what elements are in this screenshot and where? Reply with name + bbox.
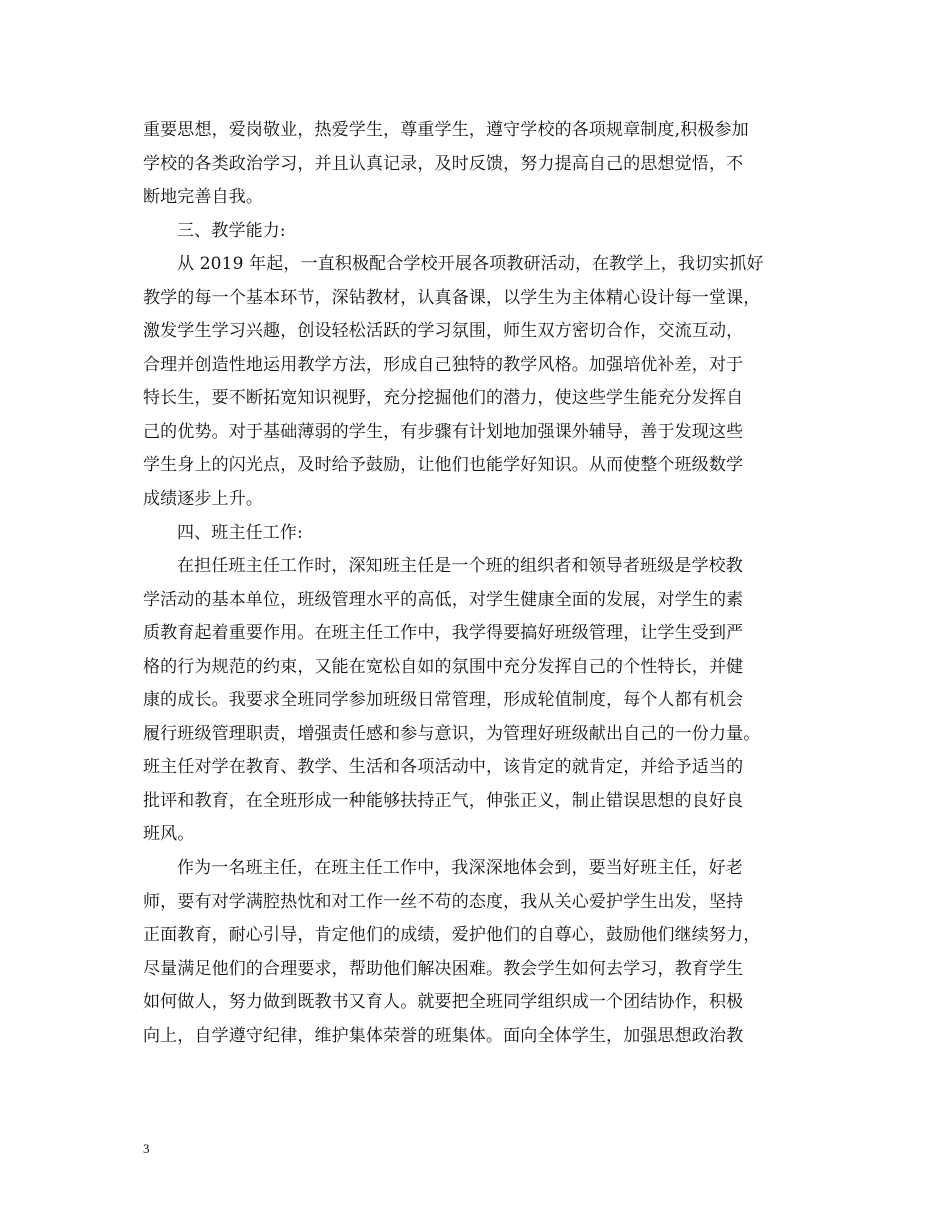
text-line: 学校的各类政治学习，并且认真记录，及时反馈，努力提高自己的思想觉悟，不	[143, 153, 744, 174]
text-line: 批评和教育，在全班形成一种能够扶持正气，伸张正义，制止错误思想的良好良	[143, 790, 744, 811]
text-line: 合理并创造性地运用教学方法，形成自己独特的教学风格。加强培优补差，对于	[143, 354, 744, 375]
text-line: 班主任对学在教育、教学、生活和各项活动中，该肯定的就肯定，并给予适当的	[143, 757, 744, 778]
page-number: 3	[143, 1141, 150, 1156]
text-line: 格的行为规范的约束，又能在宽松自如的氛围中充分发挥自己的个性特长，并健	[143, 656, 744, 677]
document-body	[143, 114, 823, 1053]
text-line: 四、班主任工作:	[177, 522, 303, 543]
text-line: 在担任班主任工作时，深知班主任是一个班的组织者和领导者班级是学校教	[177, 556, 743, 577]
text-line: 向上，自学遵守纪律，维护集体荣誉的班集体。面向全体学生，加强思想政治教	[143, 1025, 744, 1046]
text-line: 三、教学能力:	[177, 220, 286, 241]
text-line: 重要思想，爱岗敬业，热爱学生，尊重学生，遵守学校的各项规章制度,积极参加	[143, 120, 749, 140]
text-line: 康的成长。我要求全班同学参加班级日常管理，形成轮值制度，每个人都有机会	[143, 690, 744, 711]
text-line: 从 2019 年起，一直积极配合学校开展各项教研活动，在教学上，我切实抓好	[177, 254, 764, 275]
text-line: 师，要有对学满腔热忱和对工作一丝不苟的态度，我从关心爱护学生出发，坚持	[143, 891, 744, 912]
text-line: 学活动的基本单位，班级管理水平的高低，对学生健康全面的发展，对学生的素	[143, 589, 744, 610]
text-line: 特长生，要不断拓宽知识视野，充分挖掘他们的潜力，使这些学生能充分发挥自	[143, 388, 744, 409]
text-line: 正面教育，耐心引导，肯定他们的成绩，爱护他们的自尊心，鼓励他们继续努力，	[143, 925, 761, 946]
text-line: 质教育起着重要作用。在班主任工作中，我学得要搞好班级管理，让学生受到严	[143, 623, 744, 644]
text-line: 如何做人，努力做到既教书又育人。就要把全班同学组织成一个团结协作，积极	[143, 992, 744, 1013]
text-line: 己的优势。对于基础薄弱的学生，有步骤有计划地加强课外辅导，善于发现这些	[143, 421, 744, 442]
text-line: 尽量满足他们的合理要求，帮助他们解决困难。教会学生如何去学习，教育学生	[143, 958, 744, 979]
text-line: 成绩逐步上升。	[143, 489, 264, 510]
text-line: 激发学生学习兴趣，创设轻松活跃的学习氛围，师生双方密切合作，交流互动，	[143, 321, 744, 342]
text-line: 履行班级管理职责，增强责任感和参与意识，为管理好班级献出自己的一份力量。	[143, 723, 761, 744]
text-line: 作为一名班主任，在班主任工作中，我深深地体会到，要当好班主任，好老	[177, 858, 743, 879]
text-line: 教学的每一个基本环节，深钻教材，认真备课，以学生为主体精心设计每一堂课，	[143, 287, 761, 308]
text-line: 班风。	[143, 824, 195, 845]
text-line: 断地完善自我。	[143, 187, 264, 208]
text-line: 学生身上的闪光点，及时给予鼓励，让他们也能学好知识。从而使整个班级数学	[143, 455, 744, 476]
